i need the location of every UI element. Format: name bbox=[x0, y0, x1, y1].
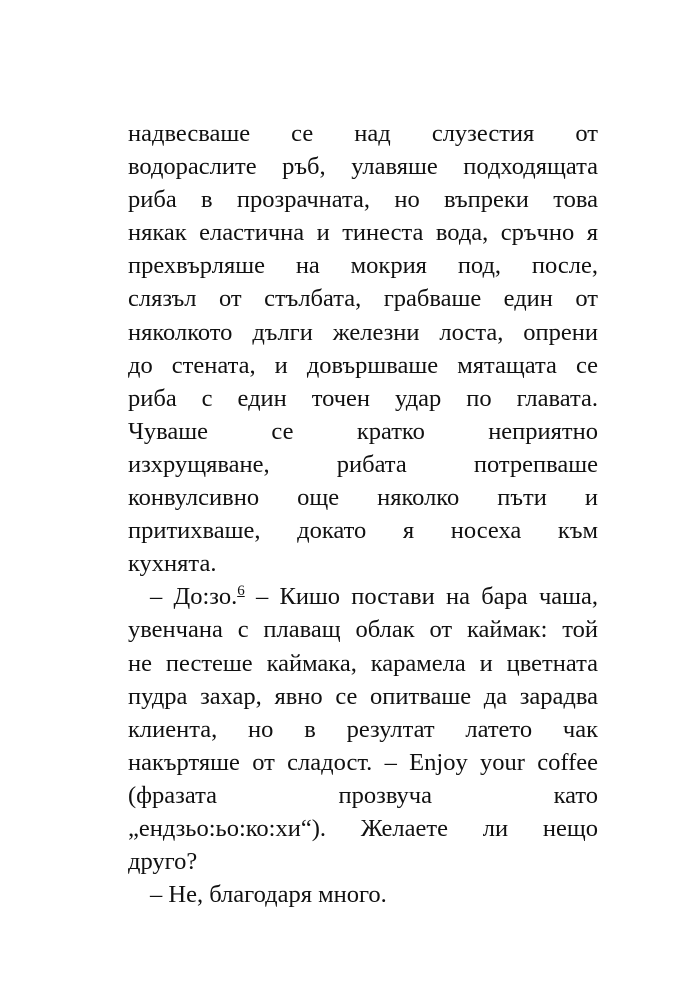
footnote-link[interactable]: 6 bbox=[237, 583, 245, 600]
text-line: риба с един точен удар по главата. bbox=[128, 384, 598, 412]
text-line: друго? bbox=[128, 848, 198, 876]
text-line: водораслите ръб, улавяше подходящата bbox=[128, 153, 598, 181]
text-line: Чуваше се кратко неприятно bbox=[128, 417, 598, 445]
text-line: няколкото дълги железни лоста, опрени bbox=[128, 318, 598, 346]
text-line: някак еластична и тинеста вода, сръчно я bbox=[128, 219, 598, 247]
text-line: кухнята. bbox=[128, 550, 217, 578]
text-line: притихваше, докато я носеха към bbox=[128, 517, 598, 545]
dialogue-line bbox=[128, 580, 598, 613]
text-line: не пестеше каймака, карамела и цветната bbox=[128, 649, 598, 677]
dialogue-speech: – До:зо. bbox=[150, 583, 238, 611]
text-line: надвесваше се над слузестия от bbox=[128, 120, 598, 147]
text-line: слязъл от стълбата, грабваше един от bbox=[128, 285, 598, 313]
text-line: конвулсивно още няколко пъти и bbox=[128, 484, 598, 512]
text-line: до стената, и довършваше мятащата се bbox=[128, 351, 598, 379]
text-line: пудра захар, явно се опитваше да зарадва bbox=[128, 682, 598, 710]
text-line: накъртяше от сладост. – Enjoy your coffee bbox=[128, 748, 598, 776]
dialogue-narration: – Кишо постави на бара чаша, bbox=[244, 583, 599, 611]
text-line: прехвърляше на мокрия под, после, bbox=[128, 252, 598, 280]
text-line: риба в прозрачната, но въпреки това bbox=[128, 186, 598, 214]
text-line: изхрущяване, рибата потрепваше bbox=[128, 450, 598, 478]
text-line: „ендзьо:ьо:ко:хи“). Желаете ли нещо bbox=[128, 814, 598, 842]
text-line: (фразата прозвуча като bbox=[128, 781, 598, 809]
text-line: увенчана с плаващ облак от каймак: той bbox=[128, 616, 598, 644]
text-line: клиента, но в резултат латето чак bbox=[128, 715, 598, 743]
dialogue-line: – Не, благодаря много. bbox=[150, 881, 387, 909]
body-text bbox=[128, 117, 598, 911]
